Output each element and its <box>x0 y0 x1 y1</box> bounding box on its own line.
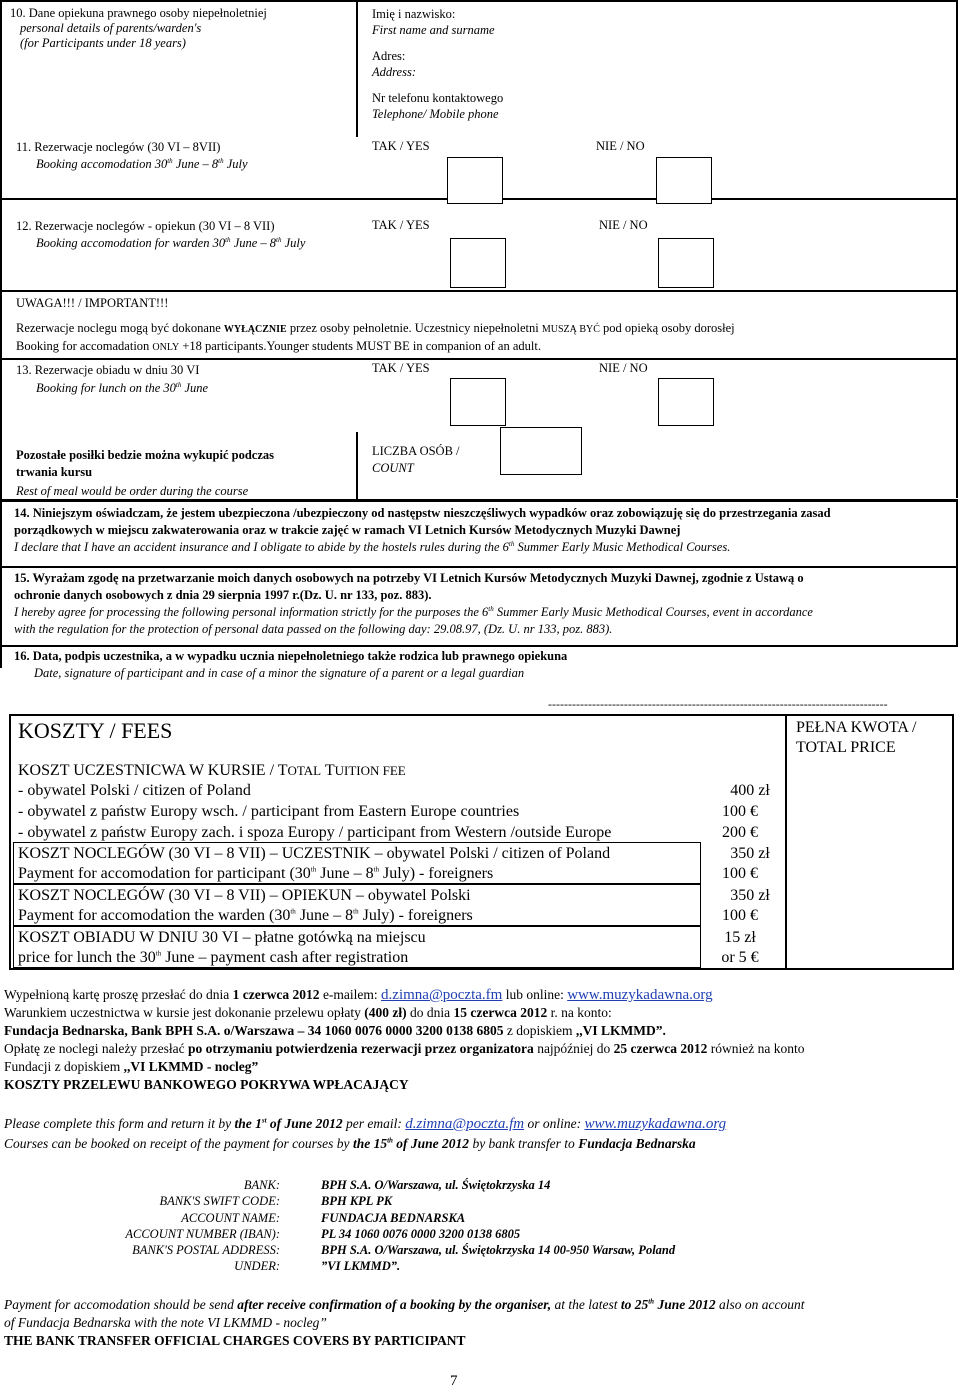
payment-en-line2: Courses can be booked on receipt of the payment for courses by the 15th of June 2012 by bank transfer to Fundacja Bednarska <box>4 1136 696 1151</box>
fee-value-acc-participant-pl: 350 zł <box>730 845 770 862</box>
payment-pl-line5: Fundacji z dopiskiem ,,VI LKMMD - nocleg” <box>4 1059 259 1074</box>
email-link-pl[interactable]: d.zimna@poczta.fm <box>381 987 503 1003</box>
signature-line: ------------------------------------------------------------------------------------- <box>548 697 888 711</box>
fee-row-lunch-foreign: price for lunch the 30th June – payment cash after registration <box>18 949 409 966</box>
fee-value-western: 200 € <box>722 824 758 841</box>
bank-label: BANK'S SWIFT CODE: <box>159 1194 280 1209</box>
bank-label: BANK: <box>243 1178 280 1192</box>
fee-row-poland: - obywatel Polski / citizen of Poland <box>18 782 251 799</box>
section-14-line3: I declare that I have an accident insurance and I obligate to abide by the hostels rules during the 6th Summer Early Music Methodical Courses. <box>14 539 731 554</box>
fee-row-lunch-pl: KOSZT OBIADU W DNIU 30 VI – płatne gotówką na miejscu <box>18 929 426 946</box>
section10-divider <box>356 0 358 137</box>
bank-label: ACCOUNT NAME: <box>181 1210 280 1225</box>
section-16-heading: 16. Data, podpis uczestnika, a w wypadku ucznia niepełnoletniego także rodzica lub prawnego opiekuna <box>14 649 568 663</box>
section-12-subheading: Booking accomodation for warden 30th June – 8th July <box>36 235 306 250</box>
section-16-text <box>14 648 567 682</box>
section-11-heading: 11. Rezerwacje noclegów (30 VI – 8VII) <box>16 140 221 154</box>
important-heading: UWAGA!!! / IMPORTANT!!! <box>16 296 169 310</box>
address-label-en: Address: <box>372 65 416 79</box>
fees-title: KOSZTY / FEES <box>18 718 173 743</box>
fee-value-acc-warden-foreign: 100 € <box>722 907 758 924</box>
other-meals-line1: Pozostałe posiłki bedzie można wykupić podczas <box>16 448 274 462</box>
bank-value: ”VI LKMMD”. <box>321 1259 401 1274</box>
fee-value-poland: 400 zł <box>730 782 770 799</box>
bank-value: BPH S.A. O/Warszawa, ul. Świętokrzyska 14 00-950 Warsaw, Poland <box>321 1243 676 1258</box>
s15-right-border <box>956 568 958 646</box>
bank-value: BPH S.A. O/Warszawa, ul. Świętokrzyska 14 <box>321 1178 551 1192</box>
section13-divider <box>356 432 358 499</box>
bank-value: PL 34 1060 0076 0000 3200 0138 6805 <box>321 1226 521 1241</box>
section-13-title <box>16 361 208 397</box>
section-10-note: (for Participants under 18 years) <box>20 36 186 50</box>
payment-info-pl <box>4 986 805 1094</box>
bank-row <box>0 1193 675 1209</box>
footer-line3: THE BANK TRANSFER OFFICIAL CHARGES COVERS BY PARTICIPANT <box>4 1333 466 1348</box>
footer-line2: of Fundacja Bednarska with the note VI LKMMD - nocleg” <box>4 1315 327 1330</box>
section-11-title <box>16 139 248 173</box>
bank-details <box>0 1177 675 1275</box>
footer-line1: Payment for accomodation should be send after receive confirmation of a booking by the organiser, at the latest to 25th June 2012 also on account <box>4 1297 805 1312</box>
fee-value-lunch-foreign: or 5 € <box>721 949 759 966</box>
divider-after-important <box>0 358 958 360</box>
count-label-en: COUNT <box>372 461 414 475</box>
s11-no-label: NIE / NO <box>596 139 645 153</box>
section-14-text <box>14 505 831 556</box>
guardian-fields <box>372 6 503 122</box>
email-link-en[interactable]: d.zimna@poczta.fm <box>405 1116 525 1132</box>
section-13-subheading: Booking for lunch on the 30th June <box>36 380 209 395</box>
s13-no-label: NIE / NO <box>599 361 648 375</box>
bank-row <box>0 1226 675 1242</box>
bank-row <box>0 1210 675 1226</box>
payment-pl-line6: KOSZTY PRZELEWU BANKOWEGO POKRYWA WPŁACAJĄCY <box>4 1077 409 1092</box>
name-label-en: First name and surname <box>372 23 495 37</box>
fee-row-tuition-heading: KOSZT UCZESTNICWA W KURSIE / TOTAL TUITION FEE <box>18 762 406 779</box>
phone-label: Nr telefonu kontaktowego <box>372 91 504 105</box>
fee-row-eastern: - obywatel z państw Europy wsch. / participant from Eastern Europe countries <box>18 803 520 820</box>
section-15-line2: ochronie danych osobowych z dnia 29 sierpnia 1997 r.(Dz. U. nr 133, poz. 883). <box>14 588 432 602</box>
fee-row-acc-participant-foreign: Payment for accomodation for participant (30th June – 8th July) - foreigners <box>18 865 494 882</box>
section-15-line4: with the regulation for the protection of personal data passed on the following day: 29.08.97, (Dz. U. nr 133, poz. 883). <box>14 622 613 636</box>
bank-value: BPH KPL PK <box>321 1194 393 1209</box>
payment-pl-line4: Opłatę ze noclegi należy przesłać po otrzymaniu potwierdzenia rezerwacji przez organizatora najpóźniej do 25 czerwca 2012 również na konto <box>4 1041 805 1056</box>
fee-value-eastern: 100 € <box>722 803 758 820</box>
fee-row-acc-participant-pl: KOSZT NOCLEGÓW (30 VI – 8 VII) – UCZESTNIK – obywatel Polski / citizen of Poland <box>18 845 611 862</box>
frame-right-border <box>956 0 958 498</box>
other-meals-line2: trwania kursu <box>16 465 93 479</box>
footer-note <box>4 1296 804 1350</box>
section-12-heading: 12. Rezerwacje noclegów - opiekun (30 VI – 8 VII) <box>16 219 275 233</box>
count-label-pl: LICZBA OSÓB / <box>372 444 460 458</box>
payment-pl-line2: Warunkiem uczestnictwa w kursie jest dokonanie przelewu opłaty (400 zł) do dnia 15 czerwca 2012 r. na konto: <box>4 1005 612 1020</box>
page-number: 7 <box>450 1373 458 1389</box>
bank-row <box>0 1258 675 1274</box>
address-label: Adres: <box>372 49 406 63</box>
fees-total-divider <box>785 714 787 970</box>
s11-yes-checkbox[interactable] <box>447 157 503 204</box>
section-14-line1: 14. Niniejszym oświadczam, że jestem ubezpieczona /ubezpieczony od następstw nieszczęśliwych wypadków oraz zobowiązuję się do przestrzegania zasad <box>14 506 831 520</box>
section-15-text <box>14 570 813 638</box>
payment-pl-line3: Fundacja Bednarska, Bank BPH S.A. o/Warszawa – 34 1060 0076 0000 3200 0138 6805 z dopiskiem ,,VI LKMMD”. <box>4 1023 666 1038</box>
lunch-count-input[interactable] <box>500 427 582 475</box>
section-15-line1: 15. Wyrażam zgodę na przetwarzanie moich danych osobowych na potrzeby VI Letnich Kursów Metodycznych Muzyki Dawnej, zgodnie z Ustawą o <box>14 571 804 585</box>
s12-no-checkbox[interactable] <box>658 238 714 288</box>
important-line-en: Booking for accomadation ONLY +18 participants.Younger students MUST BE in companion of an adult. <box>16 339 541 353</box>
other-meals-note <box>16 447 274 481</box>
bank-row <box>0 1177 675 1193</box>
section-13-heading: 13. Rezerwacje obiadu w dniu 30 VI <box>16 363 200 377</box>
name-label: Imię i nazwisko: <box>372 7 456 21</box>
count-label <box>372 443 460 477</box>
section-10-heading: 10. Dane opiekuna prawnego osoby niepełnoletniej <box>10 6 267 20</box>
total-label-line2: TOTAL PRICE <box>796 739 896 756</box>
s12-yes-label: TAK / YES <box>372 218 430 232</box>
s13-yes-checkbox[interactable] <box>450 378 506 426</box>
section-10-subheading: personal details of parents/warden's <box>20 21 202 35</box>
important-line-pl: Rezerwacje noclegu mogą być dokonane WYŁĄCZNIE przez osoby pełnoletnie. Uczestnicy niepełnoletni MUSZĄ BYĆ pod opieką osoby dorosłej <box>16 321 735 335</box>
website-link-en[interactable]: www.muzykadawna.org <box>584 1116 727 1132</box>
fee-row-acc-warden-foreign: Payment for accomodation the warden (30th June – 8th July) - foreigners <box>18 907 473 924</box>
section-15-line3: I hereby agree for processing the following personal information strictly for the purposes the 6th Summer Early Music Methodical Courses, event in accordance <box>14 604 813 619</box>
website-link-pl[interactable]: www.muzykadawna.org <box>567 987 713 1003</box>
fee-value-acc-warden-pl: 350 zł <box>730 887 770 904</box>
fee-value-lunch-pl: 15 zł <box>724 929 756 946</box>
bank-row <box>0 1242 675 1258</box>
fee-row-acc-warden-pl: KOSZT NOCLEGÓW (30 VI – 8 VII) – OPIEKUN – obywatel Polski <box>18 887 471 904</box>
payment-en-line1: Please complete this form and return it by the 1st of June 2012 per email: d.zimna@poczta.fm or online: www.muzykadawna.org <box>4 1116 727 1132</box>
phone-label-en: Telephone/ Mobile phone <box>372 107 499 121</box>
section-14-line2: porządkowych w miejscu zakwaterowania oraz w trakcie zajęć w ramach VI Letnich Kursów Metodycznych Muzyki Dawnej <box>14 523 681 537</box>
section-12-title <box>16 218 305 252</box>
total-label-line1: PEŁNA KWOTA / <box>796 719 917 736</box>
s12-no-label: NIE / NO <box>599 218 648 232</box>
fee-value-acc-participant-foreign: 100 € <box>722 865 758 882</box>
divider-after-15 <box>0 645 958 647</box>
frame-top-border <box>0 0 958 2</box>
payment-info-en <box>4 1114 726 1153</box>
frame-left-border <box>0 0 2 500</box>
other-meals-en: Rest of meal would be order during the course <box>16 484 249 498</box>
bank-label: ACCOUNT NUMBER (IBAN): <box>125 1226 280 1241</box>
section-16-subheading: Date, signature of participant and in case of a minor the signature of a parent or a legal guardian <box>34 666 525 680</box>
bank-label: UNDER: <box>234 1259 280 1274</box>
s12-yes-checkbox[interactable] <box>450 238 506 288</box>
s13-no-checkbox[interactable] <box>658 378 714 426</box>
fees-total-label <box>796 718 917 758</box>
section-11-subheading: Booking accomodation 30th June – 8th July <box>36 156 248 171</box>
bank-label: BANK'S POSTAL ADDRESS: <box>132 1243 280 1258</box>
s11-yes-label: TAK / YES <box>372 139 430 153</box>
payment-pl-line1: Wypełnioną kartę proszę przesłać do dnia 1 czerwca 2012 e-mailem: d.zimna@poczta.fm lub online: www.muzykadawna.org <box>4 987 713 1003</box>
divider-after-12 <box>0 290 958 292</box>
s15-left-border <box>0 568 2 668</box>
s11-no-checkbox[interactable] <box>656 157 712 204</box>
bank-value: FUNDACJA BEDNARSKA <box>321 1210 466 1225</box>
fee-row-western: - obywatel z państw Europy zach. i spoza Europy / participant from Western /outside Europe <box>18 824 612 841</box>
section-10-title <box>10 6 267 51</box>
s13-yes-label: TAK / YES <box>372 361 430 375</box>
